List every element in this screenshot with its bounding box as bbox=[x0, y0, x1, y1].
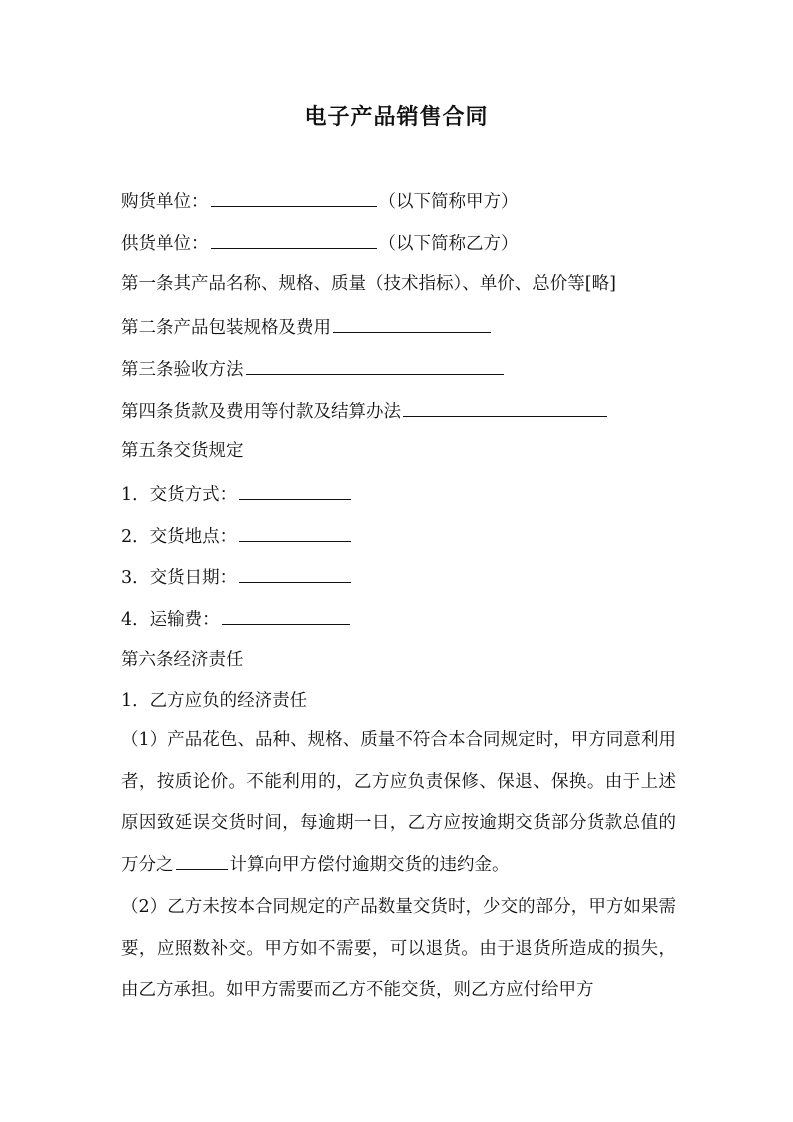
seller-line bbox=[121, 230, 519, 256]
delivery-method-label: 1．交货方式： bbox=[121, 485, 238, 505]
delivery-place-label: 2．交货地点： bbox=[121, 527, 238, 547]
article-4-blank[interactable] bbox=[403, 398, 607, 417]
delivery-date-label: 3．交货日期： bbox=[121, 568, 238, 588]
article-3-text: 第三条验收方法 bbox=[121, 360, 244, 380]
article-1: 第一条其产品名称、规格、质量（技术指标）、单价、总价等[略] bbox=[121, 274, 616, 294]
buyer-line bbox=[121, 188, 519, 214]
article-6-sub-1: 1．乙方应负的经济责任 bbox=[121, 691, 308, 711]
seller-suffix: （以下简称乙方） bbox=[378, 234, 519, 254]
article-2-blank[interactable] bbox=[333, 314, 491, 333]
article-2 bbox=[121, 314, 493, 340]
delivery-date-line bbox=[121, 564, 353, 590]
buyer-suffix: （以下简称甲方） bbox=[378, 192, 519, 212]
delivery-place-blank[interactable] bbox=[239, 523, 351, 542]
document-title: 电子产品销售合同 bbox=[304, 104, 489, 130]
article-4 bbox=[121, 398, 609, 424]
paragraph-6-1-1 bbox=[121, 720, 676, 886]
seller-blank[interactable] bbox=[211, 230, 377, 249]
article-2-text: 第二条产品包装规格及费用 bbox=[121, 318, 331, 338]
article-4-text: 第四条货款及费用等付款及结算办法 bbox=[121, 402, 401, 422]
paragraph-6-1-2: （2）乙方未按本合同规定的产品数量交货时，少交的部分，甲方如果需要，应照数补交。甲方如不需要，可以退货。由于退货所造成的损失，由乙方承担。如甲方需要而乙方不能交货，则乙方应付给甲方 bbox=[121, 897, 676, 1000]
paragraph-6-1-1-text-b: 计算向甲方偿付逾期交货的违约金。 bbox=[229, 854, 510, 875]
delivery-method-line bbox=[121, 481, 353, 507]
delivery-place-line bbox=[121, 523, 353, 549]
ratio-blank[interactable] bbox=[176, 851, 228, 870]
shipping-cost-line bbox=[121, 606, 352, 632]
article-3 bbox=[121, 356, 506, 382]
article-3-blank[interactable] bbox=[246, 356, 504, 375]
seller-label: 供货单位： bbox=[121, 234, 209, 254]
shipping-cost-label: 4．运输费： bbox=[121, 610, 220, 630]
article-5-heading: 第五条交货规定 bbox=[121, 441, 244, 461]
delivery-method-blank[interactable] bbox=[239, 481, 351, 500]
delivery-date-blank[interactable] bbox=[239, 564, 351, 583]
buyer-blank[interactable] bbox=[211, 188, 377, 207]
buyer-label: 购货单位： bbox=[121, 192, 209, 212]
paragraph-6-1-1-text-a: （1）产品花色、品种、规格、质量不符合本合同规定时，甲方同意利用者，按质论价。不能利用的，乙方应负责保修、保退、保换。由于上述原因致延误交货时间，每逾期一日，乙方应按逾期交货部分货款总值的万分之 bbox=[121, 730, 676, 875]
shipping-cost-blank[interactable] bbox=[222, 606, 350, 625]
article-6-heading: 第六条经济责任 bbox=[121, 650, 244, 670]
